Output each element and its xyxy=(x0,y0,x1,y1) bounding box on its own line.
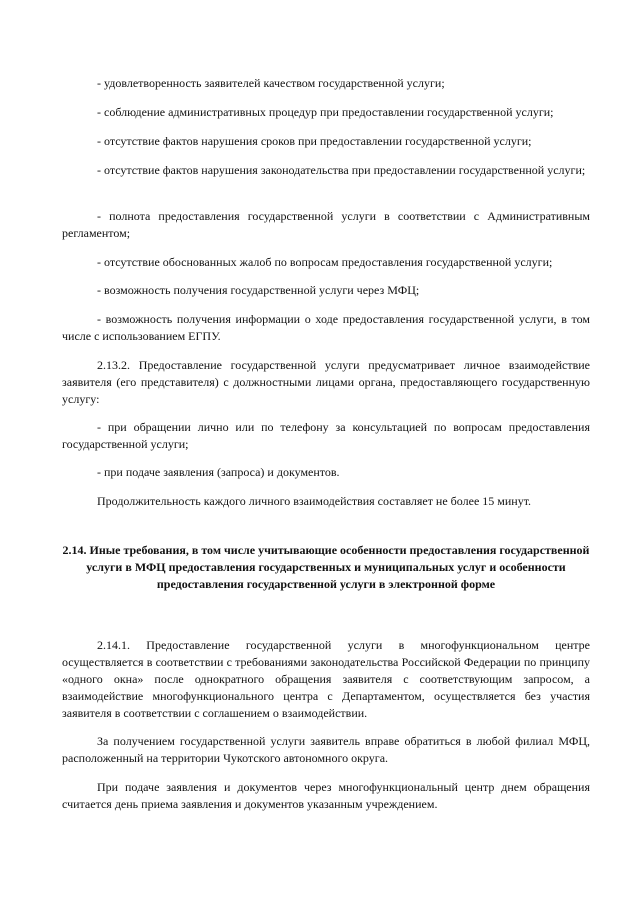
paragraph-satisfaction: - удовлетворенность заявителей качеством государственной услуги; xyxy=(97,76,445,90)
paragraph-complaints: - отсутствие обоснованных жалоб по вопросам предоставления государственной услуги; xyxy=(97,255,553,269)
paragraph-mfc: - возможность получения государственной услуги через МФЦ; xyxy=(97,283,420,297)
paragraph-duration: Продолжительность каждого личного взаимодействия составляет не более 15 минут. xyxy=(97,494,532,508)
paragraph-completeness: - полнота предоставления государственной услуги в соответствии с Административным регламентом; xyxy=(62,209,590,240)
paragraph-submission: - при подаче заявления (запроса) и документов. xyxy=(97,465,340,479)
section-heading-2-14: 2.14. Иные требования, в том числе учитывающие особенности предоставления государственной услуги в МФЦ предоставления государственных и муниципальных услуг и особенности предоставления государственной услуги в электронной форме xyxy=(62,543,590,591)
paragraph-submission-day: При подаче заявления и документов через многофункциональный центр днем обращения считается день приема заявления и документов указанным учреждением. xyxy=(62,780,590,811)
paragraph-deadlines: - отсутствие фактов нарушения сроков при предоставлении государственной услуги; xyxy=(97,134,532,148)
paragraph-progress-info: - возможность получения информации о ходе предоставления государственной услуги, в том числе с использованием ЕГПУ. xyxy=(62,312,590,343)
paragraph-2-14-1: 2.14.1. Предоставление государственной услуги в многофункциональном центре осуществляется в соответствии с требованиями законодательства Российской Федерации по принципу «одного окна» после однократного обращения заявителя с соответствующим запросом, а взаимодействие многофункционального центра с Департаментом, осуществляется без участия заявителя в соответствии с соглашением о взаимодействии. xyxy=(62,638,590,720)
paragraph-2-13-2: 2.13.2. Предоставление государственной услуги предусматривает личное взаимодействие заявителя (его представителя) с должностными лицами органа, предоставляющего государственную услугу: xyxy=(62,358,590,406)
paragraph-procedures: - соблюдение административных процедур при предоставлении государственной услуги; xyxy=(97,105,554,119)
paragraph-legislation: - отсутствие фактов нарушения законодательства при предоставлении государственной услуги; xyxy=(97,163,586,177)
paragraph-consultation: - при обращении лично или по телефону за консультацией по вопросам предоставления государственной услуги; xyxy=(62,420,590,451)
paragraph-any-branch: За получением государственной услуги заявитель вправе обратиться в любой филиал МФЦ, расположенный на территории Чукотского автономного округа. xyxy=(62,734,590,765)
